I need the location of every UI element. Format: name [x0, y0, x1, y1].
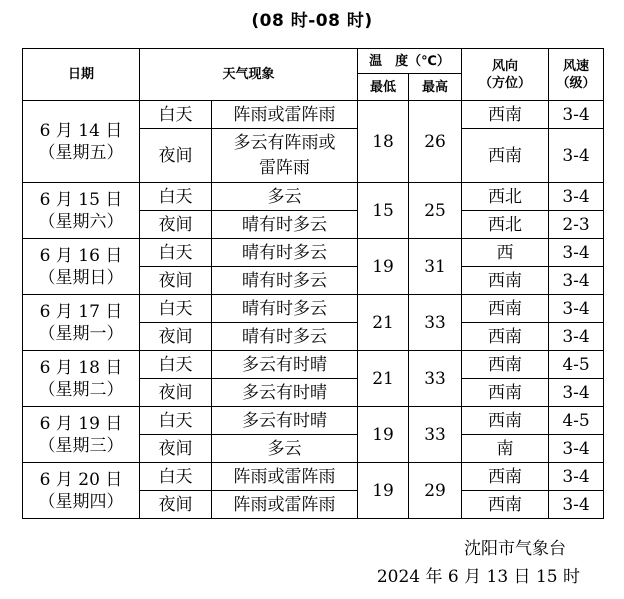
period-cell: 白天	[140, 239, 212, 267]
wind-speed-cell: 3-4	[549, 267, 604, 295]
weekday-text: （星期五）	[38, 142, 124, 163]
period-cell: 夜间	[140, 323, 212, 351]
wind-direction-cell: 南	[462, 435, 549, 463]
wind-speed-cell: 3-4	[549, 323, 604, 351]
date-cell	[23, 295, 140, 351]
period-cell: 夜间	[140, 491, 212, 519]
date-cell	[23, 351, 140, 407]
wind-speed-cell: 4-5	[549, 351, 604, 379]
temp-high-cell: 25	[409, 183, 462, 239]
header-temp-high: 最高	[409, 74, 462, 101]
date-cell	[23, 101, 140, 183]
wind-direction-cell: 西南	[462, 491, 549, 519]
wind-direction-cell: 西南	[462, 351, 549, 379]
wind-direction-cell: 西南	[462, 407, 549, 435]
period-cell: 夜间	[140, 435, 212, 463]
weather-cell: 晴有时多云	[212, 239, 358, 267]
weather-cell: 阵雨或雷阵雨	[212, 463, 358, 491]
temp-low-cell: 15	[358, 183, 409, 239]
weekday-text: （星期六）	[38, 211, 124, 232]
date-cell	[23, 407, 140, 463]
period-cell: 夜间	[140, 211, 212, 239]
header-wind-speed: 风速 （级）	[549, 49, 604, 101]
weekday-text: （星期一）	[38, 323, 124, 344]
period-cell: 夜间	[140, 379, 212, 407]
period-cell: 白天	[140, 101, 212, 129]
wind-direction-cell: 西北	[462, 183, 549, 211]
temp-low-cell: 21	[358, 295, 409, 351]
wind-speed-cell: 3-4	[549, 101, 604, 129]
wind-speed-cell: 3-4	[549, 435, 604, 463]
table-row	[23, 295, 604, 323]
weather-cell: 多云	[212, 183, 358, 211]
period-cell: 白天	[140, 183, 212, 211]
temp-high-cell: 29	[409, 463, 462, 519]
table-row	[23, 351, 604, 379]
period-cell: 夜间	[140, 267, 212, 295]
date-cell	[23, 239, 140, 295]
wind-direction-cell: 西南	[462, 463, 549, 491]
date-text: 6 月 14 日	[39, 120, 123, 141]
wind-speed-cell: 3-4	[549, 239, 604, 267]
temp-low-cell: 19	[358, 239, 409, 295]
table-row	[23, 101, 604, 129]
table-row	[23, 239, 604, 267]
weekday-text: （星期二）	[38, 379, 124, 400]
header-temperature: 温 度（℃）	[358, 49, 462, 74]
wind-speed-cell: 2-3	[549, 211, 604, 239]
weather-cell: 晴有时多云	[212, 323, 358, 351]
wind-direction-cell: 西南	[462, 379, 549, 407]
weather-cell: 阵雨或雷阵雨	[212, 491, 358, 519]
header-weather: 天气现象	[140, 49, 358, 101]
weather-cell: 多云有时晴	[212, 379, 358, 407]
table-row	[23, 463, 604, 491]
weekday-text: （星期三）	[38, 435, 124, 456]
header-wind-direction: 风向 （方位）	[462, 49, 549, 101]
temp-high-cell: 26	[409, 101, 462, 183]
date-text: 6 月 18 日	[39, 357, 123, 378]
temp-low-cell: 21	[358, 351, 409, 407]
wind-direction-cell: 西	[462, 239, 549, 267]
date-text: 6 月 16 日	[39, 245, 123, 266]
date-text: 6 月 19 日	[39, 413, 123, 434]
weather-cell: 阵雨或雷阵雨	[212, 101, 358, 129]
wind-direction-cell: 西南	[462, 295, 549, 323]
header-temp-low: 最低	[358, 74, 409, 101]
table-row	[23, 407, 604, 435]
wind-speed-cell: 3-4	[549, 295, 604, 323]
wind-speed-cell: 3-4	[549, 379, 604, 407]
wind-speed-cell: 3-4	[549, 491, 604, 519]
wind-speed-cell: 3-4	[549, 129, 604, 183]
wind-direction-cell: 西北	[462, 211, 549, 239]
header-date: 日期	[23, 49, 140, 101]
period-cell: 白天	[140, 463, 212, 491]
weather-cell: 多云有时晴	[212, 407, 358, 435]
weekday-text: （星期日）	[38, 267, 124, 288]
temp-low-cell: 19	[358, 463, 409, 519]
wind-speed-cell: 3-4	[549, 183, 604, 211]
forecast-period-title: (08 时-08 时)	[251, 11, 373, 31]
date-text: 6 月 15 日	[39, 189, 123, 210]
wind-direction-cell: 西南	[462, 323, 549, 351]
issuing-office: 沈阳市气象台	[464, 539, 566, 559]
temp-low-cell: 18	[358, 101, 409, 183]
weather-cell: 晴有时多云	[212, 295, 358, 323]
wind-direction-cell: 西南	[462, 101, 549, 129]
date-text: 6 月 17 日	[39, 301, 123, 322]
wind-direction-cell: 西南	[462, 129, 549, 183]
period-cell: 夜间	[140, 129, 212, 183]
weather-cell: 多云有阵雨或 雷阵雨	[212, 129, 358, 183]
weather-cell: 多云有时晴	[212, 351, 358, 379]
weekday-text: （星期四）	[38, 491, 124, 512]
table-row	[23, 183, 604, 211]
weather-cell: 晴有时多云	[212, 267, 358, 295]
date-cell	[23, 183, 140, 239]
temp-high-cell: 33	[409, 407, 462, 463]
weather-cell: 晴有时多云	[212, 211, 358, 239]
temp-high-cell: 31	[409, 239, 462, 295]
temp-high-cell: 33	[409, 351, 462, 407]
weather-cell: 多云	[212, 435, 358, 463]
issue-time: 2024 年 6 月 13 日 15 时	[376, 567, 580, 587]
wind-speed-cell: 3-4	[549, 463, 604, 491]
date-text: 6 月 20 日	[39, 469, 123, 490]
wind-speed-cell: 4-5	[549, 407, 604, 435]
temp-high-cell: 33	[409, 295, 462, 351]
period-cell: 白天	[140, 407, 212, 435]
period-cell: 白天	[140, 295, 212, 323]
date-cell	[23, 463, 140, 519]
temp-low-cell: 19	[358, 407, 409, 463]
period-cell: 白天	[140, 351, 212, 379]
wind-direction-cell: 西南	[462, 267, 549, 295]
forecast-table	[22, 48, 604, 519]
